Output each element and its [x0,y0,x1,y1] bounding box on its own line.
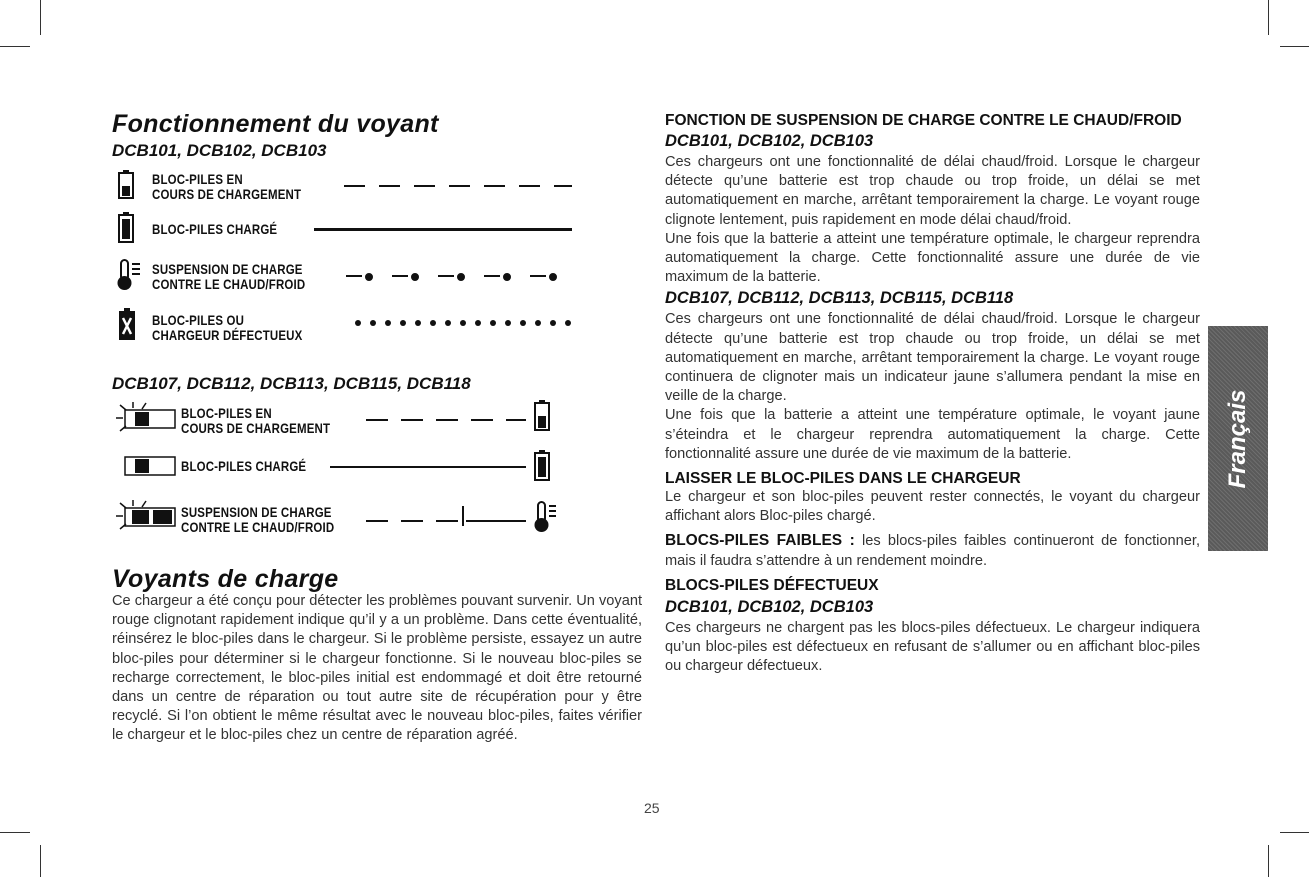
defective-heading: BLOCS-PILES DÉFECTUEUX [665,576,879,594]
group2-models: DCB107, DCB112, DCB113, DCB115, DCB118 [112,374,471,393]
crop-mark [0,46,30,47]
hotcold-models-a: DCB101, DCB102, DCB103 [665,132,874,150]
hotcold-yellow-pattern [366,506,526,526]
battery-full-icon [534,450,550,482]
battery-fault-icon [118,308,136,342]
right-column [665,111,1200,676]
group1-charging-label: BLOC-PILES EN COURS DE CHARGEMENT [152,171,302,202]
indicator-section-title: Fonctionnement du voyant [112,110,439,138]
group1-hotcold-label: SUSPENSION DE CHARGE CONTRE LE CHAUD/FROID [152,261,306,292]
defective-models: DCB101, DCB102, DCB103 [665,597,874,616]
battery-full-icon [118,212,134,244]
crop-mark [40,0,41,35]
language-tab [1208,326,1268,551]
battery-charging-icon [534,400,550,432]
hotcold-para-a1: Ces chargeurs ont une fonctionnalité de délai chaud/froid. Lorsque le chargeur détecte qu’une batterie est trop chaude ou trop froide, un délai se met automatiquement en marche, arrêtant temporairement la charge. Le voyant rouge clignote lentement, puis rapidement en mode délai chaud/froid. [665,154,1200,228]
charge-lights-body: Ce chargeur a été conçu pour détecter les problèmes pouvant survenir. Un voyant rouge clignotant rapidement indique qu’il y a un problème. Dans cette éventualité, réinsérez le bloc-piles dans le chargeur. Si le problème persiste, essayez un autre bloc-piles pour déterminer si le chargeur fonctionne. Si le nouveau bloc-piles se recharge correctement, le bloc-piles initial est endommagé et doit être retourné dans un centre de réparation ou tout autre site de récupération pour y être recyclé. Si l’on obtient le même résultat avec le nouveau bloc-piles, faites vérifier le chargeur et le bloc-piles chez un centre de réparation agréé. [112,593,642,744]
weak-packs-body: les blocs-piles faibles continueront de fonctionner, mais il faudra s’attendre à un rendement moindre. [665,533,1200,569]
crop-mark [0,832,30,833]
crop-mark [1280,46,1309,47]
group1-fault-label: BLOC-PILES OU CHARGEUR DÉFECTUEUX [152,312,303,343]
hotcold-para-a2: Une fois que la batterie a atteint une température optimale, le chargeur reprendra automatiquement la charge. Cette fonctionnalité assure une durée de vie maximum de la batterie. [665,230,1200,286]
weak-packs-paragraph [665,531,1200,570]
crop-mark [40,845,41,877]
group1-models: DCB101, DCB102, DCB103 [112,141,327,160]
led-blinking-icon [112,400,178,436]
group2-charging-label: BLOC-PILES EN COURS DE CHARGEMENT [181,405,331,436]
hotcold-blink-pattern [346,268,572,284]
solid-on-pattern [314,228,572,231]
weak-packs-lead: BLOCS-PILES FAIBLES : [665,532,855,550]
thermometer-icon [533,500,559,534]
leave-heading: LAISSER LE BLOC-PILES DANS LE CHARGEUR [665,470,1021,488]
leave-body: Le chargeur et son bloc-piles peuvent rester connectés, le voyant du chargeur affichant alors Bloc-piles chargé. [665,489,1200,525]
crop-mark [1268,845,1269,877]
led-solid-icon [112,453,178,479]
group2-hotcold-label: SUSPENSION DE CHARGE CONTRE LE CHAUD/FROID [181,504,335,535]
battery-charging-icon [118,170,134,200]
crop-mark [1268,0,1269,35]
hotcold-para-b2: Une fois que la batterie a atteint une température optimale, le voyant jaune s’éteindra et le chargeur reprendra automatiquement la charge. Cette fonctionnalité assure une durée de vie maximum de la batterie. [665,407,1200,462]
thermometer-icon [116,258,142,292]
group1-charged-label: BLOC-PILES CHARGÉ [152,221,278,237]
hotcold-para-b1: Ces chargeurs ont une fonctionnalité de délai chaud/froid. Lorsque le chargeur détecte qu’une batterie est trop chaude ou trop froide, un délai se met automatiquement en marche, arrêtant temporairement la charge. Le voyant rouge continuera de clignoter mais un indicateur jaune s’allumera pendant la mise en veille de la charge. [665,311,1200,405]
defective-body: Ces chargeurs ne chargent pas les blocs-piles défectueux. Le chargeur indiquera qu’un bloc-piles est défectueux en refusant de s’allumer ou en affichant bloc-piles ou chargeur défectueux. [665,619,1200,675]
language-tab-label: Français [1224,389,1251,488]
blinking-slow-pattern [344,184,572,188]
fast-blink-pattern [355,318,575,328]
crop-mark [1280,832,1309,833]
blinking-slow-pattern [366,418,526,422]
group2-charged-label: BLOC-PILES CHARGÉ [181,458,307,474]
led-dual-icon [112,498,178,534]
page-number: 25 [644,800,660,816]
hotcold-heading: FONCTION DE SUSPENSION DE CHARGE CONTRE LE CHAUD/FROID [665,112,1182,129]
charge-lights-title: Voyants de charge [112,565,339,593]
solid-on-pattern [330,466,526,468]
hotcold-models-b: DCB107, DCB112, DCB113, DCB115, DCB118 [665,289,1014,308]
